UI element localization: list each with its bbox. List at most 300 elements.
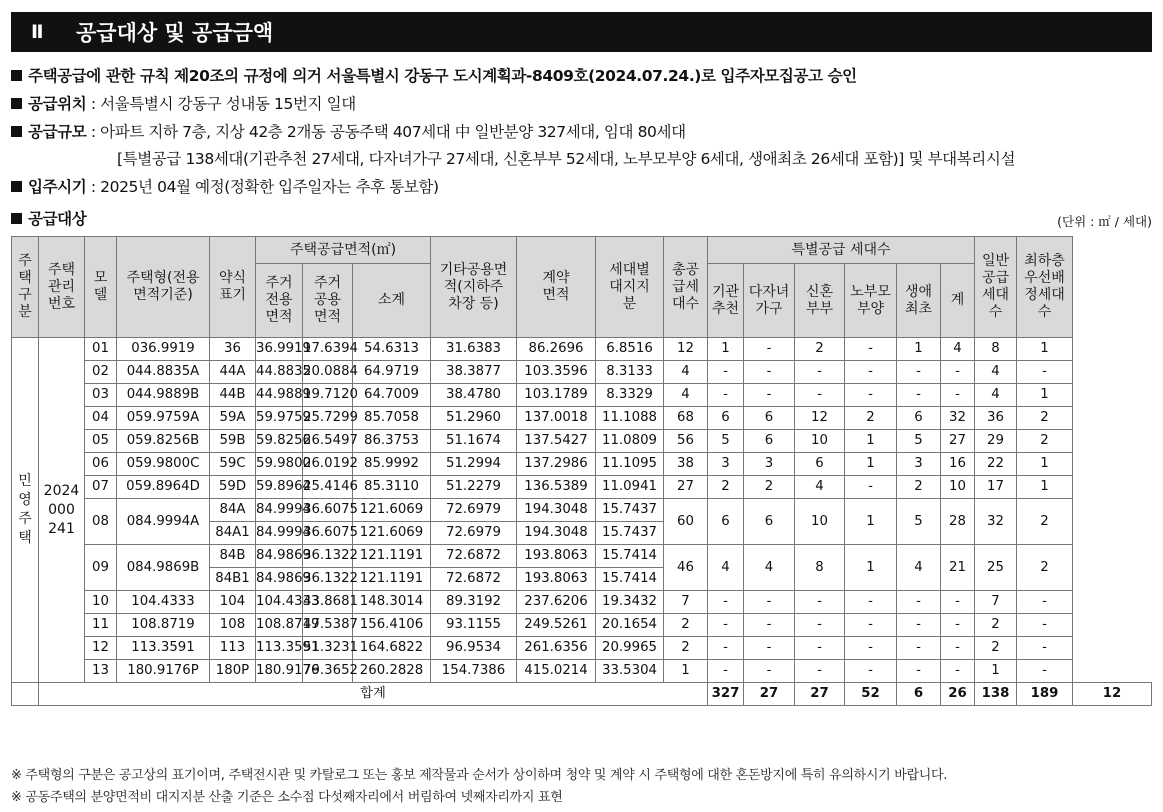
cell-abbr: 84B xyxy=(210,545,256,568)
cell-abbr: 59D xyxy=(210,476,256,499)
header-unit-type: 주택형(전용면적기준) xyxy=(117,237,210,338)
cell-other: 51.2994 xyxy=(431,453,517,476)
cell-sp: - xyxy=(941,614,975,637)
cell-gen: 36 xyxy=(975,407,1017,430)
cell-model: 08 xyxy=(85,499,117,545)
cell-model: 04 xyxy=(85,407,117,430)
cell-low: - xyxy=(1017,361,1073,384)
cell-sub: 86.3753 xyxy=(353,430,431,453)
cell-first: - xyxy=(897,637,941,660)
cell-model: 07 xyxy=(85,476,117,499)
cell-total: 2 xyxy=(664,637,708,660)
cell-parent: 2 xyxy=(845,407,897,430)
header-lowest-floor: 최하층우선배정세대수 xyxy=(1017,237,1073,338)
cell-excl: 59.9800 xyxy=(256,453,303,476)
cell-contract: 137.5427 xyxy=(517,430,596,453)
cell-total: 68 xyxy=(664,407,708,430)
cell-abbr: 113 xyxy=(210,637,256,660)
cell-gen: 29 xyxy=(975,430,1017,453)
header-common-area: 주거공용면적 xyxy=(303,264,353,338)
cell-other: 51.2960 xyxy=(431,407,517,430)
cell-parent: 1 xyxy=(845,430,897,453)
cell-contract: 193.8063 xyxy=(517,568,596,591)
totals-row xyxy=(12,683,1152,706)
cell-land: 19.3432 xyxy=(596,591,664,614)
cell-low: 1 xyxy=(1017,453,1073,476)
cell-model: 06 xyxy=(85,453,117,476)
cell-common: 17.6394 xyxy=(303,338,353,361)
cell-parent: 1 xyxy=(845,545,897,591)
cell-contract: 86.2696 xyxy=(517,338,596,361)
cell-common: 26.0192 xyxy=(303,453,353,476)
cell-newly: 10 xyxy=(795,430,845,453)
cell-contract: 249.5261 xyxy=(517,614,596,637)
cell-gen: 4 xyxy=(975,384,1017,407)
bullet-square-icon xyxy=(11,98,22,109)
totals-gen: 189 xyxy=(1017,683,1073,706)
cell-common: 47.5387 xyxy=(303,614,353,637)
header-area-subtotal: 소계 xyxy=(353,264,431,338)
cell-contract: 237.6206 xyxy=(517,591,596,614)
section-number: Ⅱ xyxy=(31,21,44,43)
cell-abbr: 36 xyxy=(210,338,256,361)
cell-contract: 194.3048 xyxy=(517,522,596,545)
cell-first: - xyxy=(897,384,941,407)
cell-model: 01 xyxy=(85,338,117,361)
cell-contract: 137.0018 xyxy=(517,407,596,430)
cell-total: 27 xyxy=(664,476,708,499)
bullet-square-icon xyxy=(11,213,22,224)
cell-first: - xyxy=(897,361,941,384)
scale-line xyxy=(11,120,686,142)
cell-land: 15.7437 xyxy=(596,499,664,522)
header-contract-area: 계약면적 xyxy=(517,237,596,338)
cell-parent: - xyxy=(845,338,897,361)
cell-multi: - xyxy=(744,637,795,660)
header-house-type: 주택구분 xyxy=(12,237,39,338)
cell-model: 05 xyxy=(85,430,117,453)
cell-first: 2 xyxy=(897,476,941,499)
header-supply-area: 주택공급면적(㎡) xyxy=(256,237,431,264)
cell-contract: 261.6356 xyxy=(517,637,596,660)
totals-low: 12 xyxy=(1073,683,1152,706)
cell-low: 2 xyxy=(1017,430,1073,453)
header-parent-support: 노부모부양 xyxy=(845,264,897,338)
scale-label: 공급규모 xyxy=(28,123,87,141)
cell-abbr: 44B xyxy=(210,384,256,407)
cell-unit-type: 084.9994A xyxy=(117,499,210,545)
cell-land: 11.0809 xyxy=(596,430,664,453)
cell-inst: 1 xyxy=(708,338,744,361)
cell-first: 5 xyxy=(897,499,941,545)
cell-unit-type: 059.8256B xyxy=(117,430,210,453)
cell-multi: 6 xyxy=(744,499,795,545)
cell-abbr: 59A xyxy=(210,407,256,430)
cell-low: 2 xyxy=(1017,407,1073,430)
cell-other: 38.4780 xyxy=(431,384,517,407)
cell-newly: - xyxy=(795,614,845,637)
header-institution: 기관추천 xyxy=(708,264,744,338)
table-row xyxy=(12,591,1152,614)
cell-sp: - xyxy=(941,637,975,660)
cell-low: - xyxy=(1017,591,1073,614)
cell-other: 31.6383 xyxy=(431,338,517,361)
cell-inst: 6 xyxy=(708,499,744,545)
cell-common: 26.5497 xyxy=(303,430,353,453)
cell-multi: - xyxy=(744,614,795,637)
table-row xyxy=(12,430,1152,453)
cell-unit-type: 044.8835A xyxy=(117,361,210,384)
cell-inst: 2 xyxy=(708,476,744,499)
header-general-supply: 일반공급세대수 xyxy=(975,237,1017,338)
cell-model: 03 xyxy=(85,384,117,407)
cell-land: 33.5304 xyxy=(596,660,664,683)
cell-total: 4 xyxy=(664,361,708,384)
cell-common: 19.7120 xyxy=(303,384,353,407)
cell-land: 20.1654 xyxy=(596,614,664,637)
cell-excl: 84.9994 xyxy=(256,499,303,522)
table-row xyxy=(12,499,1152,522)
table-row xyxy=(12,637,1152,660)
cell-sub: 260.2828 xyxy=(353,660,431,683)
cell-sp: - xyxy=(941,660,975,683)
totals-multi: 27 xyxy=(795,683,845,706)
cell-gen: 25 xyxy=(975,545,1017,591)
cell-sub: 85.3110 xyxy=(353,476,431,499)
cell-land: 6.8516 xyxy=(596,338,664,361)
cell-gen: 32 xyxy=(975,499,1017,545)
cell-land: 11.1095 xyxy=(596,453,664,476)
cell-excl: 113.3591 xyxy=(256,637,303,660)
cell-excl: 44.8835 xyxy=(256,361,303,384)
cell-excl: 108.8719 xyxy=(256,614,303,637)
totals-label: 합계 xyxy=(39,683,708,706)
cell-sp: 4 xyxy=(941,338,975,361)
header-multi-child: 다자녀가구 xyxy=(744,264,795,338)
cell-total: 4 xyxy=(664,384,708,407)
totals-sp: 138 xyxy=(975,683,1017,706)
cell-inst: 5 xyxy=(708,430,744,453)
cell-common: 36.1322 xyxy=(303,545,353,568)
cell-model: 09 xyxy=(85,545,117,591)
cell-parent: 1 xyxy=(845,453,897,476)
cell-newly: 6 xyxy=(795,453,845,476)
cell-inst: - xyxy=(708,361,744,384)
header-total-supply: 총공급세대수 xyxy=(664,237,708,338)
unit-label: (단위 : ㎡ / 세대) xyxy=(1057,214,1152,229)
cell-parent: - xyxy=(845,476,897,499)
cell-total: 12 xyxy=(664,338,708,361)
cell-common: 36.1322 xyxy=(303,568,353,591)
cell-excl: 44.9889 xyxy=(256,384,303,407)
cell-first: 1 xyxy=(897,338,941,361)
cell-house-type: 민영주택 xyxy=(12,338,39,683)
cell-first: 6 xyxy=(897,407,941,430)
cell-low: 1 xyxy=(1017,338,1073,361)
cell-contract: 103.1789 xyxy=(517,384,596,407)
cell-common: 79.3652 xyxy=(303,660,353,683)
cell-sub: 121.1191 xyxy=(353,568,431,591)
cell-multi: 4 xyxy=(744,545,795,591)
cell-multi: 2 xyxy=(744,476,795,499)
cell-sp: - xyxy=(941,361,975,384)
cell-multi: - xyxy=(744,361,795,384)
cell-sp: - xyxy=(941,384,975,407)
cell-common: 43.8681 xyxy=(303,591,353,614)
cell-inst: - xyxy=(708,591,744,614)
cell-excl: 84.9994 xyxy=(256,522,303,545)
header-exclusive-area: 주거전용면적 xyxy=(256,264,303,338)
cell-other: 72.6872 xyxy=(431,568,517,591)
cell-sub: 85.9992 xyxy=(353,453,431,476)
cell-contract: 136.5389 xyxy=(517,476,596,499)
totals-blank xyxy=(12,683,39,706)
cell-abbr: 59C xyxy=(210,453,256,476)
cell-gen: 22 xyxy=(975,453,1017,476)
header-mgmt-no: 주택관리번호 xyxy=(39,237,85,338)
cell-unit-type: 059.9800C xyxy=(117,453,210,476)
cell-total: 2 xyxy=(664,614,708,637)
cell-land: 15.7437 xyxy=(596,522,664,545)
location-line xyxy=(11,92,356,114)
cell-land: 20.9965 xyxy=(596,637,664,660)
cell-low: - xyxy=(1017,637,1073,660)
cell-first: - xyxy=(897,614,941,637)
cell-inst: 3 xyxy=(708,453,744,476)
header-land-share: 세대별대지지분 xyxy=(596,237,664,338)
cell-low: 2 xyxy=(1017,499,1073,545)
table-row xyxy=(12,660,1152,683)
cell-abbr: 180P xyxy=(210,660,256,683)
cell-gen: 7 xyxy=(975,591,1017,614)
cell-common: 36.6075 xyxy=(303,499,353,522)
totals-parent: 6 xyxy=(897,683,941,706)
cell-inst: - xyxy=(708,660,744,683)
cell-multi: - xyxy=(744,591,795,614)
cell-common: 36.6075 xyxy=(303,522,353,545)
section-title-bar xyxy=(11,12,1152,52)
cell-other: 154.7386 xyxy=(431,660,517,683)
totals-inst: 27 xyxy=(744,683,795,706)
cell-sp: 28 xyxy=(941,499,975,545)
cell-sub: 64.7009 xyxy=(353,384,431,407)
table-row xyxy=(12,384,1152,407)
cell-parent: - xyxy=(845,660,897,683)
cell-sub: 85.7058 xyxy=(353,407,431,430)
cell-gen: 17 xyxy=(975,476,1017,499)
cell-sub: 148.3014 xyxy=(353,591,431,614)
footnote-1: ※ 주택형의 구분은 공고상의 표기이며, 주택전시관 및 카탈로그 또는 홍보 제작물과 순서가 상이하며 청약 및 계약 시 주택형에 대한 혼돈방지에 특히 유의하시기 바랍니다. xyxy=(11,768,948,783)
cell-gen: 2 xyxy=(975,637,1017,660)
cell-excl: 59.9759 xyxy=(256,407,303,430)
cell-inst: - xyxy=(708,614,744,637)
cell-land: 15.7414 xyxy=(596,545,664,568)
bullet-square-icon xyxy=(11,70,22,81)
supply-table xyxy=(11,236,1152,706)
section-title: 공급대상 및 공급금액 xyxy=(76,21,274,45)
cell-multi: - xyxy=(744,384,795,407)
cell-excl: 84.9869 xyxy=(256,568,303,591)
cell-sub: 164.6822 xyxy=(353,637,431,660)
cell-gen: 4 xyxy=(975,361,1017,384)
cell-model: 13 xyxy=(85,660,117,683)
table-row xyxy=(12,407,1152,430)
cell-abbr: 104 xyxy=(210,591,256,614)
bullet-square-icon xyxy=(11,126,22,137)
cell-land: 8.3329 xyxy=(596,384,664,407)
cell-other: 51.2279 xyxy=(431,476,517,499)
cell-model: 11 xyxy=(85,614,117,637)
cell-mgmt-no: 2024 000 241 xyxy=(39,338,85,683)
cell-unit-type: 113.3591 xyxy=(117,637,210,660)
table-row xyxy=(12,545,1152,568)
location-value: : 서울특별시 강동구 성내동 15번지 일대 xyxy=(86,95,356,113)
cell-low: 2 xyxy=(1017,545,1073,591)
cell-sp: 10 xyxy=(941,476,975,499)
cell-excl: 59.8256 xyxy=(256,430,303,453)
cell-other: 72.6979 xyxy=(431,499,517,522)
cell-common: 51.3231 xyxy=(303,637,353,660)
scale-value: : 아파트 지하 7층, 지상 42층 2개동 공동주택 407세대 中 일반분양 327세대, 임대 80세대 xyxy=(86,123,686,141)
approval-line xyxy=(11,64,857,86)
cell-abbr: 59B xyxy=(210,430,256,453)
cell-total: 7 xyxy=(664,591,708,614)
cell-inst: 6 xyxy=(708,407,744,430)
cell-land: 15.7414 xyxy=(596,568,664,591)
cell-sp: 32 xyxy=(941,407,975,430)
cell-newly: - xyxy=(795,660,845,683)
movein-value: : 2025년 04월 예정(정확한 입주일자는 추후 통보함) xyxy=(86,178,439,196)
supply-target-label: 공급대상 xyxy=(28,210,87,228)
cell-unit-type: 044.9889B xyxy=(117,384,210,407)
cell-first: 3 xyxy=(897,453,941,476)
cell-multi: 3 xyxy=(744,453,795,476)
cell-contract: 193.8063 xyxy=(517,545,596,568)
table-row xyxy=(12,476,1152,499)
cell-sp: 27 xyxy=(941,430,975,453)
supply-target-heading xyxy=(11,207,86,229)
scale-line-2: [특별공급 138세대(기관추천 27세대, 다자녀가구 27세대, 신혼부부 52세대, 노부모부양 6세대, 생애최초 26세대 포함)] 및 부대복리시설 xyxy=(117,150,1016,168)
cell-inst: - xyxy=(708,637,744,660)
cell-abbr: 84A1 xyxy=(210,522,256,545)
cell-sp: - xyxy=(941,591,975,614)
cell-newly: 4 xyxy=(795,476,845,499)
table-row xyxy=(12,338,1152,361)
header-newlywed: 신혼부부 xyxy=(795,264,845,338)
cell-newly: 2 xyxy=(795,338,845,361)
cell-model: 12 xyxy=(85,637,117,660)
cell-excl: 180.9176 xyxy=(256,660,303,683)
cell-contract: 194.3048 xyxy=(517,499,596,522)
cell-low: 1 xyxy=(1017,476,1073,499)
cell-unit-type: 108.8719 xyxy=(117,614,210,637)
cell-newly: - xyxy=(795,591,845,614)
cell-total: 56 xyxy=(664,430,708,453)
cell-first: 4 xyxy=(897,545,941,591)
cell-inst: 4 xyxy=(708,545,744,591)
cell-newly: - xyxy=(795,637,845,660)
cell-sp: 21 xyxy=(941,545,975,591)
header-other-common: 기타공용면적(지하주차장 등) xyxy=(431,237,517,338)
cell-low: - xyxy=(1017,614,1073,637)
cell-parent: 1 xyxy=(845,499,897,545)
cell-contract: 137.2986 xyxy=(517,453,596,476)
cell-sub: 54.6313 xyxy=(353,338,431,361)
header-model: 모델 xyxy=(85,237,117,338)
bullet-square-icon xyxy=(11,181,22,192)
totals-total: 327 xyxy=(708,683,744,706)
cell-gen: 2 xyxy=(975,614,1017,637)
cell-land: 11.0941 xyxy=(596,476,664,499)
cell-parent: - xyxy=(845,361,897,384)
cell-newly: - xyxy=(795,384,845,407)
cell-gen: 1 xyxy=(975,660,1017,683)
cell-sp: 16 xyxy=(941,453,975,476)
cell-newly: 12 xyxy=(795,407,845,430)
table-row xyxy=(12,361,1152,384)
cell-abbr: 84A xyxy=(210,499,256,522)
cell-unit-type: 036.9919 xyxy=(117,338,210,361)
cell-excl: 59.8964 xyxy=(256,476,303,499)
table-row xyxy=(12,614,1152,637)
cell-multi: - xyxy=(744,338,795,361)
location-label: 공급위치 xyxy=(28,95,87,113)
cell-low: - xyxy=(1017,660,1073,683)
cell-common: 20.0884 xyxy=(303,361,353,384)
cell-unit-type: 059.9759A xyxy=(117,407,210,430)
cell-unit-type: 059.8964D xyxy=(117,476,210,499)
cell-low: 1 xyxy=(1017,384,1073,407)
cell-sub: 121.1191 xyxy=(353,545,431,568)
cell-other: 89.3192 xyxy=(431,591,517,614)
cell-common: 25.7299 xyxy=(303,407,353,430)
cell-parent: - xyxy=(845,384,897,407)
cell-model: 02 xyxy=(85,361,117,384)
cell-unit-type: 084.9869B xyxy=(117,545,210,591)
cell-sub: 64.9719 xyxy=(353,361,431,384)
totals-first: 26 xyxy=(941,683,975,706)
cell-other: 51.1674 xyxy=(431,430,517,453)
cell-newly: 8 xyxy=(795,545,845,591)
totals-newly: 52 xyxy=(845,683,897,706)
header-first-time: 생애최초 xyxy=(897,264,941,338)
approval-text: 주택공급에 관한 규칙 제20조의 규정에 의거 서울특별시 강동구 도시계획과-8409호(2024.07.24.)로 입주자모집공고 승인 xyxy=(28,67,857,85)
cell-total: 60 xyxy=(664,499,708,545)
cell-contract: 415.0214 xyxy=(517,660,596,683)
movein-label: 입주시기 xyxy=(28,178,87,196)
cell-sub: 156.4106 xyxy=(353,614,431,637)
cell-parent: - xyxy=(845,591,897,614)
cell-other: 93.1155 xyxy=(431,614,517,637)
cell-abbr: 108 xyxy=(210,614,256,637)
cell-sub: 121.6069 xyxy=(353,499,431,522)
cell-other: 72.6979 xyxy=(431,522,517,545)
cell-abbr: 84B1 xyxy=(210,568,256,591)
cell-land: 8.3133 xyxy=(596,361,664,384)
cell-total: 46 xyxy=(664,545,708,591)
cell-parent: - xyxy=(845,637,897,660)
cell-multi: - xyxy=(744,660,795,683)
cell-contract: 103.3596 xyxy=(517,361,596,384)
cell-other: 72.6872 xyxy=(431,545,517,568)
cell-first: 5 xyxy=(897,430,941,453)
cell-total: 38 xyxy=(664,453,708,476)
header-abbr: 약식표기 xyxy=(210,237,256,338)
cell-excl: 84.9869 xyxy=(256,545,303,568)
cell-excl: 104.4333 xyxy=(256,591,303,614)
cell-gen: 8 xyxy=(975,338,1017,361)
cell-multi: 6 xyxy=(744,407,795,430)
